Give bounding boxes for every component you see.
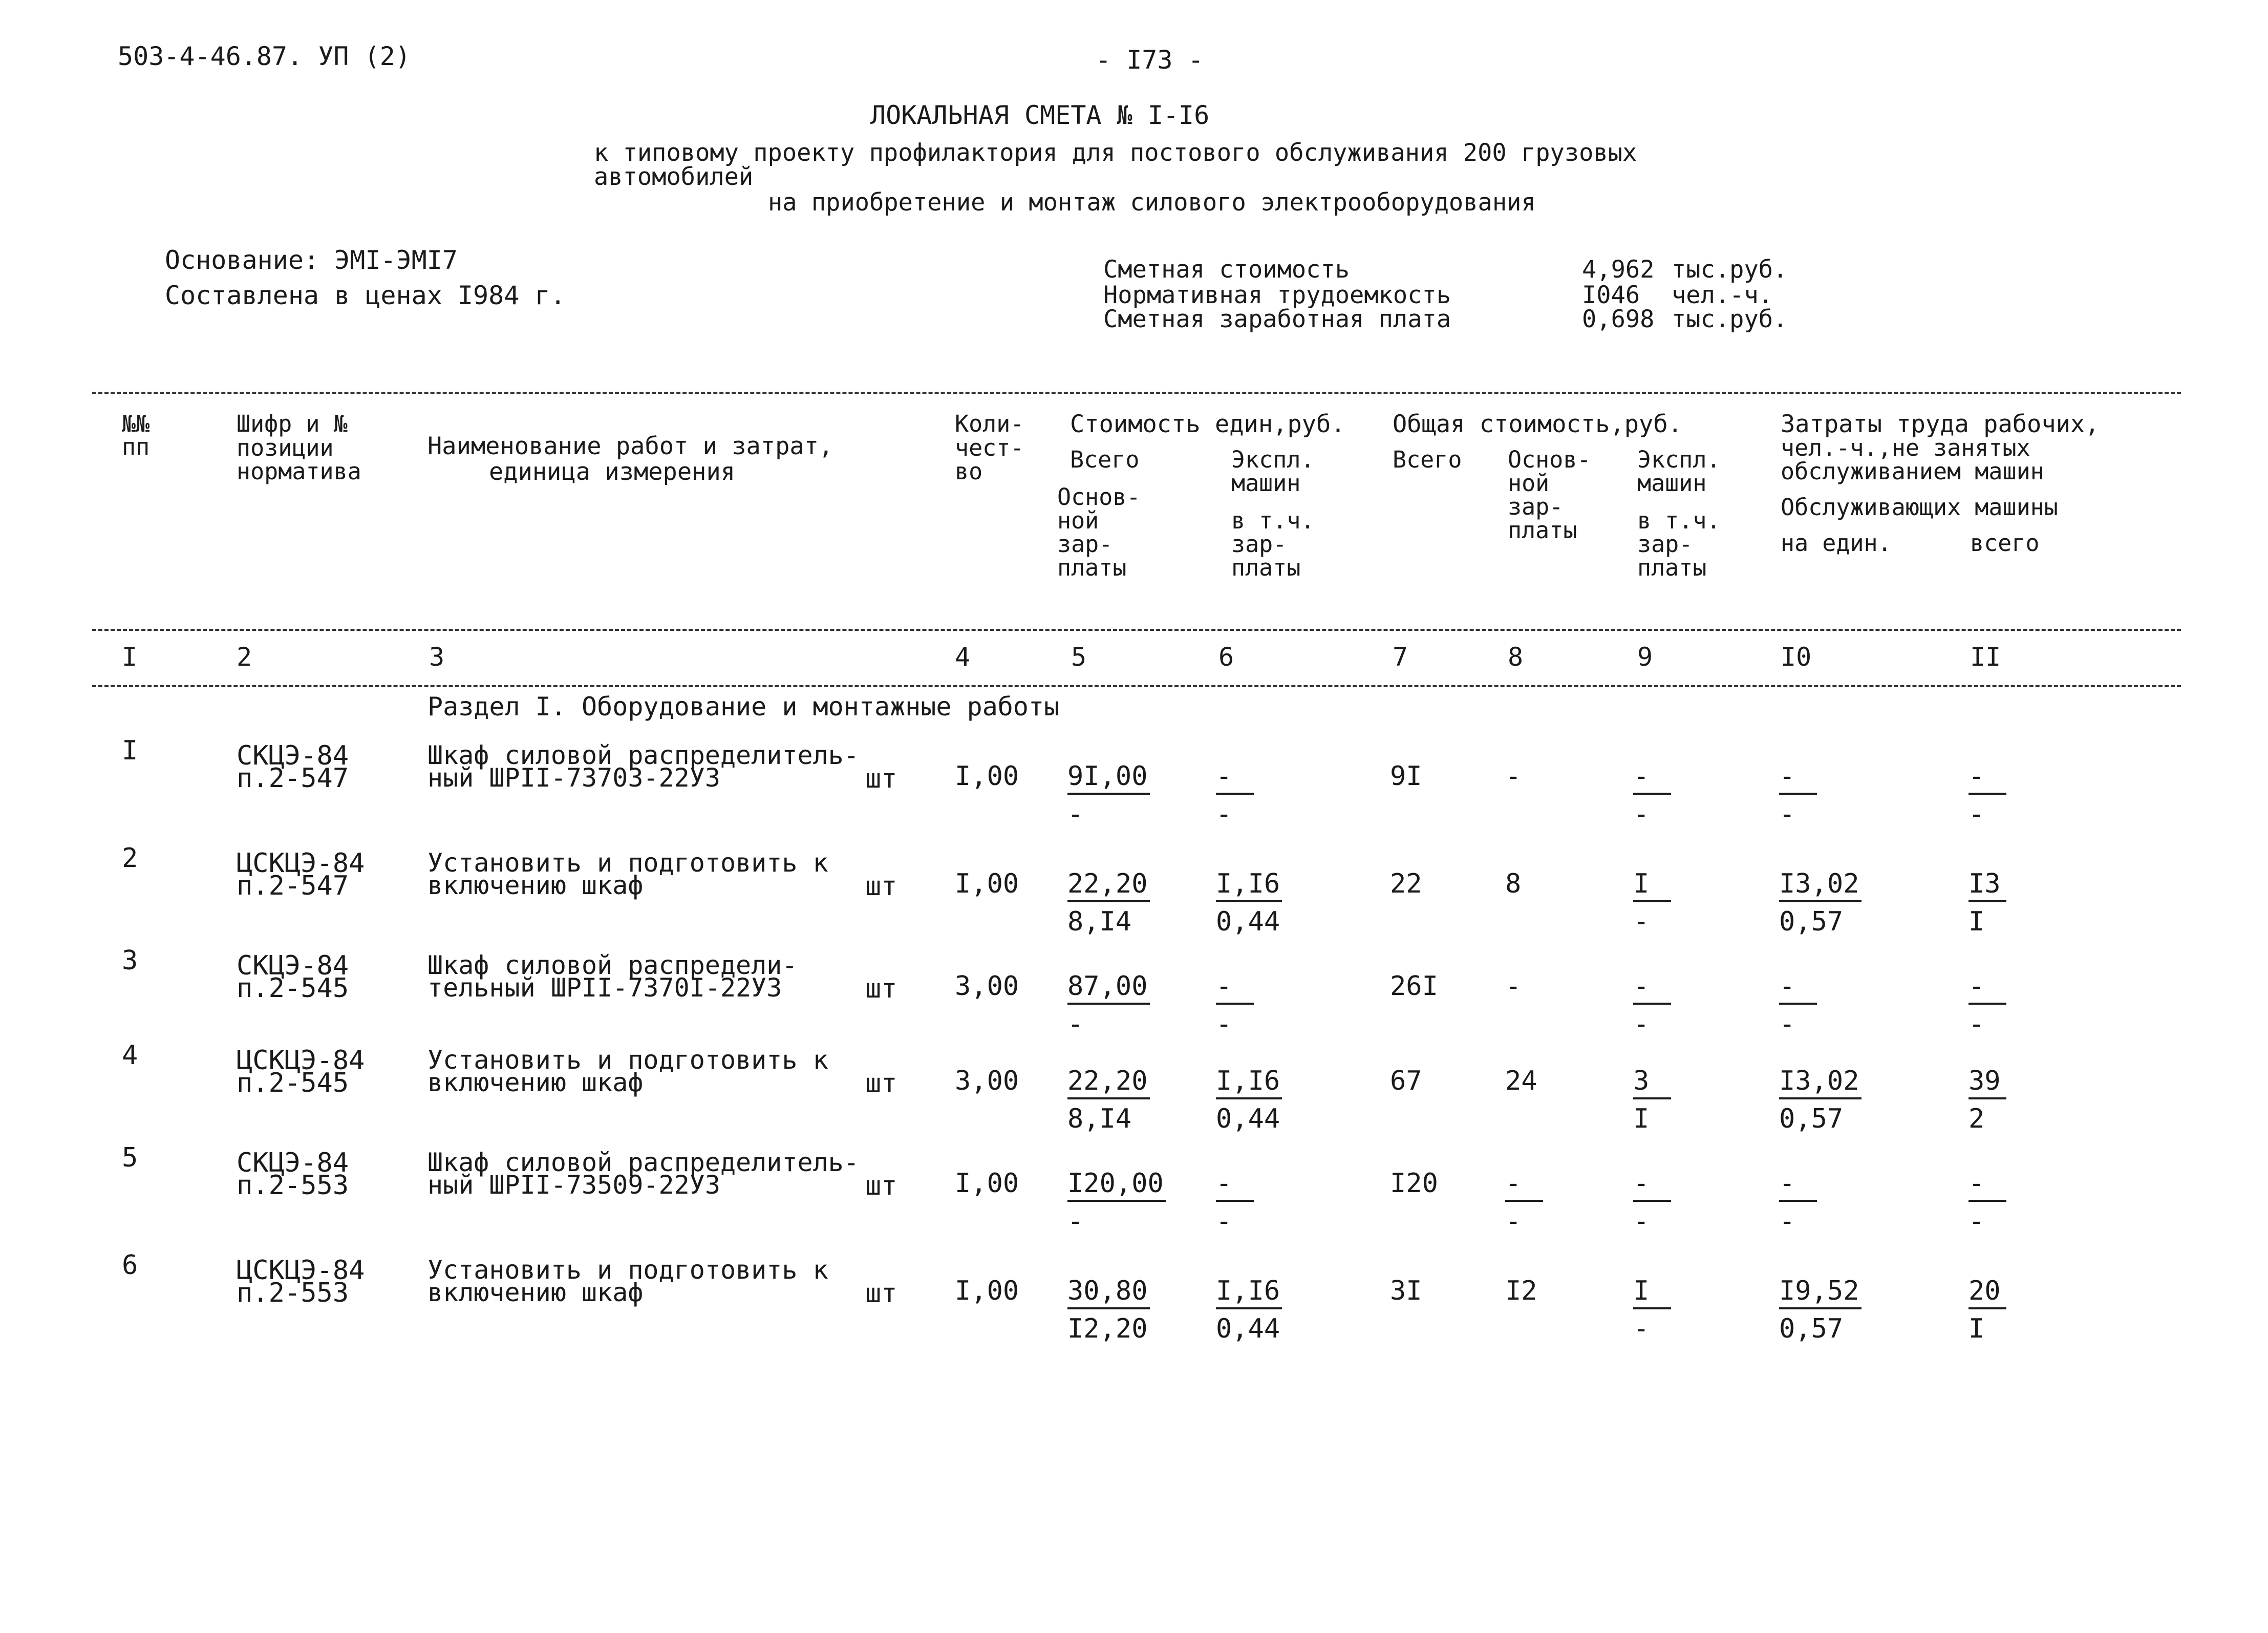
subtitle-line-3: на приобретение и монтаж силового электрооборудования [768, 188, 1536, 217]
col6-header-line1: Экспл. [1231, 446, 1315, 473]
row-number: 4 [122, 1040, 138, 1071]
row-unit-cost-machines [1216, 1278, 1282, 1342]
row-labor-unit-denominator: - [1779, 799, 1795, 830]
row-total-machines [1633, 868, 1671, 937]
row-total-wage [1505, 1170, 1543, 1235]
row-total-machines-numerator: 3 [1633, 1068, 1671, 1099]
row-total-wage-numerator: - [1505, 761, 1522, 792]
col9-header-line2: машин [1637, 470, 1707, 497]
row-labor-unit-numerator: - [1779, 973, 1817, 1005]
row-number: I [122, 735, 138, 766]
col2-header-line1: Шифр и № [237, 410, 348, 437]
summary-value-wage: 0,698 [1582, 305, 1655, 333]
col9-header-line4: зар- [1637, 531, 1693, 558]
row-unit: шт [865, 1068, 897, 1099]
row-code-line2: п.2-553 [237, 1278, 349, 1308]
row-labor-unit [1779, 1170, 1817, 1235]
row-total-wage [1505, 1278, 1543, 1340]
row-labor-unit-numerator: I3,02 [1779, 1068, 1862, 1099]
row-unit-cost-machines-numerator: - [1216, 973, 1254, 1005]
summary-unit-labor: чел.-ч. [1672, 281, 1773, 309]
col10-header: на един. [1781, 529, 1892, 557]
row-name-line1: Установить и подготовить к [427, 848, 828, 878]
row-unit-cost-total-numerator: I20,00 [1067, 1170, 1166, 1202]
row-total-cost: 26I [1390, 971, 1438, 1002]
row-total-machines-numerator: - [1633, 1170, 1671, 1202]
row-name-line2: ный ШРII-73703-22У3 [427, 763, 720, 793]
col2-header-line3: норматива [237, 458, 361, 485]
col4-header-line1: Коли- [955, 410, 1024, 437]
row-number: 6 [122, 1250, 138, 1281]
row-name-line2: тельный ШРII-7370I-22У3 [427, 973, 782, 1003]
row-total-machines-numerator: I [1633, 1278, 1671, 1309]
row-labor-unit [1779, 1278, 1862, 1342]
row-total-wage [1505, 763, 1543, 825]
row-unit-cost-total-denominator: - [1067, 1206, 1084, 1237]
row-unit-cost-total-numerator: 22,20 [1067, 871, 1150, 902]
row-labor-total-denominator: - [1969, 799, 1985, 830]
row-total-cost: 9I [1390, 761, 1422, 792]
row-code-line1: СКЦЭ-84 [237, 1148, 349, 1178]
row-number: 3 [122, 945, 138, 976]
row-unit-cost-machines-numerator: I,I6 [1216, 1068, 1282, 1099]
row-total-wage [1505, 868, 1543, 933]
colnum-11: II [1970, 642, 2001, 672]
row-quantity: I,00 [955, 868, 1019, 899]
row-total-wage [1505, 1068, 1543, 1130]
row-name-line2: включению шкаф [427, 1278, 644, 1307]
row-unit-cost-machines-denominator: - [1216, 1009, 1232, 1040]
row-total-wage-numerator: 24 [1505, 1066, 1537, 1096]
row-name-line2: ный ШРII-73509-22У3 [427, 1170, 720, 1200]
row-code-line2: п.2-553 [237, 1170, 349, 1201]
row-unit-cost-total-denominator: I2,20 [1067, 1313, 1148, 1344]
row-code-line2: п.2-545 [237, 1068, 349, 1098]
row-total-wage-denominator [1505, 1009, 1543, 1035]
row-unit-cost-machines [1216, 868, 1282, 937]
row-labor-unit [1779, 971, 1817, 1040]
summary-label-wage: Сметная заработная плата [1103, 305, 1451, 333]
col11-header: всего [1970, 529, 2040, 557]
row-total-wage-numerator: 8 [1505, 868, 1522, 899]
row-labor-total [1969, 1068, 2006, 1132]
row-total-machines-denominator: - [1633, 1206, 1650, 1237]
row-total-machines-denominator: I [1633, 1104, 1650, 1134]
row-labor-total [1969, 1170, 2006, 1235]
header-bottom-rule [92, 629, 2181, 631]
col4-header-line3: во [955, 458, 983, 485]
labor-subheader: Обслуживающих машины [1781, 494, 2058, 521]
row-unit-cost-total-numerator: 87,00 [1067, 973, 1150, 1005]
col7-header: Всего [1393, 446, 1462, 473]
row-name-line1: Шкаф силовой распредели- [427, 950, 798, 980]
row-total-wage-denominator [1505, 1313, 1543, 1340]
row-labor-unit-denominator: 0,57 [1779, 906, 1844, 937]
row-total-machines-numerator: - [1633, 973, 1671, 1005]
row-unit-cost-machines-denominator: 0,44 [1216, 906, 1280, 937]
row-unit-cost-machines [1216, 763, 1254, 828]
row-total-machines-denominator: - [1633, 906, 1650, 937]
row-unit-cost-machines-numerator: I,I6 [1216, 871, 1282, 902]
row-total-wage-numerator: - [1505, 1170, 1543, 1202]
col5-header-line5: платы [1057, 554, 1127, 581]
row-labor-total-numerator: I3 [1969, 871, 2006, 902]
row-unit-cost-total [1067, 971, 1150, 1040]
row-unit-cost-machines-denominator: 0,44 [1216, 1104, 1280, 1134]
colnum-3: 3 [429, 642, 445, 672]
row-labor-total [1969, 971, 2006, 1040]
row-unit-cost-machines-denominator: - [1216, 1206, 1232, 1237]
row-total-machines [1633, 971, 1671, 1040]
col6-header-line2: машин [1231, 470, 1301, 497]
row-unit-cost-machines [1216, 1068, 1282, 1132]
row-labor-unit-numerator: - [1779, 1170, 1817, 1202]
colnum-8: 8 [1508, 642, 1524, 672]
row-name-line1: Установить и подготовить к [427, 1045, 828, 1075]
row-unit-cost-machines [1216, 971, 1254, 1040]
col1-header-line2: пп [122, 433, 150, 460]
subtitle-line-1: к типовому проекту профилактория для постового обслуживания 200 грузовых [594, 139, 1637, 167]
colnum-9: 9 [1637, 642, 1653, 672]
row-total-wage [1505, 973, 1543, 1035]
row-labor-unit-numerator: - [1779, 763, 1817, 795]
labor-header-line1: Затраты труда рабочих, [1781, 410, 2100, 438]
row-labor-total-denominator: I [1969, 906, 1985, 937]
col5-header-line1: Всего [1070, 446, 1140, 473]
row-total-wage-numerator: - [1505, 971, 1522, 1002]
col6-header-line3: в т.ч. [1231, 507, 1315, 534]
row-unit-cost-total-numerator: 9I,00 [1067, 763, 1150, 795]
col9-header-line3: в т.ч. [1637, 507, 1721, 534]
row-code-line1: СКЦЭ-84 [237, 950, 349, 981]
row-unit-cost-total-denominator: - [1067, 1009, 1084, 1040]
row-unit-cost-total [1067, 763, 1150, 828]
row-total-cost: 22 [1390, 868, 1422, 899]
row-code-line1: ЦСКЦЭ-84 [237, 1045, 365, 1076]
row-unit-cost-machines-numerator: - [1216, 1170, 1254, 1202]
colnum-10: I0 [1781, 642, 1812, 672]
row-total-wage-numerator: I2 [1505, 1276, 1537, 1306]
col8-header-line2: ной [1508, 470, 1550, 497]
col8-header-line4: платы [1508, 517, 1577, 544]
row-labor-unit-numerator: I9,52 [1779, 1278, 1862, 1309]
row-total-wage-denominator [1505, 799, 1543, 825]
row-labor-total-numerator: - [1969, 763, 2006, 795]
row-labor-total-denominator: 2 [1969, 1104, 1985, 1134]
row-quantity: 3,00 [955, 1066, 1019, 1096]
colnum-2: 2 [237, 642, 252, 672]
row-unit-cost-total-denominator: 8,I4 [1067, 906, 1132, 937]
col6-header-line4: зар- [1231, 531, 1287, 558]
row-code-line1: СКЦЭ-84 [237, 740, 349, 771]
row-name-line1: Шкаф силовой распределитель- [427, 740, 859, 770]
summary-unit-wage: тыс.руб. [1672, 305, 1788, 333]
row-name-line1: Шкаф силовой распределитель- [427, 1148, 859, 1177]
basis-label: Основание: ЭМI-ЭМI7 [165, 245, 458, 275]
row-total-wage-denominator [1505, 906, 1543, 933]
row-unit-cost-total-numerator: 22,20 [1067, 1068, 1150, 1099]
row-total-machines [1633, 1170, 1671, 1235]
row-unit-cost-machines-denominator: 0,44 [1216, 1313, 1280, 1344]
row-number: 5 [122, 1142, 138, 1173]
row-labor-unit-denominator: - [1779, 1009, 1795, 1040]
row-labor-total-denominator: - [1969, 1009, 1985, 1040]
row-labor-unit-denominator: 0,57 [1779, 1313, 1844, 1344]
col8-header-line1: Основ- [1508, 446, 1591, 473]
summary-value-cost: 4,962 [1582, 256, 1655, 284]
row-total-cost: 3I [1390, 1276, 1422, 1306]
row-unit-cost-total-denominator: - [1067, 799, 1084, 830]
row-name-line1: Установить и подготовить к [427, 1255, 828, 1285]
col5-header-line3: ной [1057, 507, 1099, 534]
row-unit-cost-machines-numerator: I,I6 [1216, 1278, 1282, 1309]
col1-header-line1: №№ [122, 410, 150, 437]
col6-header-line5: платы [1231, 554, 1301, 581]
row-labor-total-denominator: - [1969, 1206, 1985, 1237]
row-code-line2: п.2-545 [237, 973, 349, 1004]
row-code-line1: ЦСКЦЭ-84 [237, 848, 365, 879]
row-total-cost: I20 [1390, 1168, 1438, 1199]
colnum-bottom-rule [92, 685, 2181, 687]
colnum-7: 7 [1393, 642, 1408, 672]
row-labor-total-numerator: - [1969, 1170, 2006, 1202]
prices-year-label: Составлена в ценах I984 г. [165, 281, 566, 310]
row-quantity: I,00 [955, 1168, 1019, 1199]
row-unit-cost-machines-denominator: - [1216, 799, 1232, 830]
colnum-4: 4 [955, 642, 971, 672]
estimate-title: ЛОКАЛЬНАЯ СМЕТА № I-I6 [870, 100, 1210, 130]
row-number: 2 [122, 843, 138, 874]
col2-header-line2: позиции [237, 434, 334, 461]
total-cost-group-header: Общая стоимость,руб. [1393, 410, 1682, 438]
col8-header-line3: зар- [1508, 493, 1564, 520]
row-unit-cost-machines-numerator: - [1216, 763, 1254, 795]
row-labor-total [1969, 1278, 2006, 1342]
row-labor-unit [1779, 1068, 1862, 1132]
row-total-machines-denominator: - [1633, 1313, 1650, 1344]
document-code: 503-4-46.87. УП (2) [118, 41, 411, 71]
section-title: Раздел I. Оборудование и монтажные работы [427, 692, 1060, 722]
row-labor-total-numerator: 20 [1969, 1278, 2006, 1309]
row-labor-total-numerator: - [1969, 973, 2006, 1005]
row-unit: шт [865, 1171, 897, 1201]
row-total-machines-denominator: - [1633, 1009, 1650, 1040]
row-total-machines [1633, 1278, 1671, 1342]
row-total-wage-denominator [1505, 1104, 1543, 1130]
row-total-machines-denominator: - [1633, 799, 1650, 830]
col9-header-line5: платы [1637, 554, 1707, 581]
row-unit-cost-total [1067, 1170, 1166, 1235]
row-code-line2: п.2-547 [237, 763, 349, 794]
row-unit: шт [865, 871, 897, 902]
row-labor-total [1969, 763, 2006, 828]
row-labor-unit [1779, 763, 1817, 828]
row-total-machines-numerator: I [1633, 871, 1671, 902]
row-unit: шт [865, 973, 897, 1004]
row-labor-total-numerator: 39 [1969, 1068, 2006, 1099]
summary-unit-cost: тыс.руб. [1672, 256, 1788, 284]
labor-header-line2: чел.-ч.,не занятых [1781, 434, 2030, 461]
labor-header-line3: обслуживанием машин [1781, 458, 2044, 485]
row-unit: шт [865, 1278, 897, 1309]
col3-header-line2: единица измерения [489, 458, 736, 486]
summary-label-labor: Нормативная трудоемкость [1103, 281, 1451, 309]
row-labor-unit-denominator: 0,57 [1779, 1104, 1844, 1134]
colnum-6: 6 [1218, 642, 1234, 672]
col9-header-line1: Экспл. [1637, 446, 1721, 473]
col5-header-line4: зар- [1057, 531, 1113, 558]
row-total-machines [1633, 763, 1671, 828]
row-labor-unit-denominator: - [1779, 1206, 1795, 1237]
row-labor-unit [1779, 868, 1862, 937]
colnum-5: 5 [1071, 642, 1087, 672]
row-quantity: I,00 [955, 1276, 1019, 1306]
row-unit-cost-total-numerator: 30,80 [1067, 1278, 1150, 1309]
page-number: - I73 - [1096, 45, 1204, 75]
row-unit-cost-total [1067, 868, 1150, 937]
row-total-machines-numerator: - [1633, 763, 1671, 795]
row-total-machines [1633, 1068, 1671, 1132]
summary-label-cost: Сметная стоимость [1103, 256, 1350, 284]
row-unit-cost-total [1067, 1068, 1150, 1132]
subtitle-line-2: автомобилей [594, 163, 754, 191]
row-quantity: I,00 [955, 761, 1019, 792]
row-labor-unit-numerator: I3,02 [1779, 871, 1862, 902]
row-total-wage-denominator: - [1505, 1206, 1522, 1237]
row-quantity: 3,00 [955, 971, 1019, 1002]
row-unit-cost-machines [1216, 1170, 1254, 1235]
row-labor-total-denominator: I [1969, 1313, 1985, 1344]
unit-cost-group-header: Стоимость един,руб. [1070, 410, 1345, 438]
table-top-rule [92, 392, 2181, 394]
row-unit-cost-total [1067, 1278, 1150, 1342]
row-unit-cost-total-denominator: 8,I4 [1067, 1104, 1132, 1134]
row-labor-total [1969, 868, 2006, 937]
col3-header-line1: Наименование работ и затрат, [427, 432, 833, 460]
row-name-line2: включению шкаф [427, 1068, 644, 1097]
summary-value-labor: I046 [1582, 281, 1640, 309]
row-code-line1: ЦСКЦЭ-84 [237, 1255, 365, 1286]
row-unit: шт [865, 764, 897, 794]
colnum-1: I [122, 642, 138, 672]
row-total-cost: 67 [1390, 1066, 1422, 1096]
col5-header-line2: Основ- [1057, 483, 1141, 511]
row-name-line2: включению шкаф [427, 871, 644, 900]
row-code-line2: п.2-547 [237, 871, 349, 901]
col4-header-line2: чест- [955, 434, 1024, 461]
